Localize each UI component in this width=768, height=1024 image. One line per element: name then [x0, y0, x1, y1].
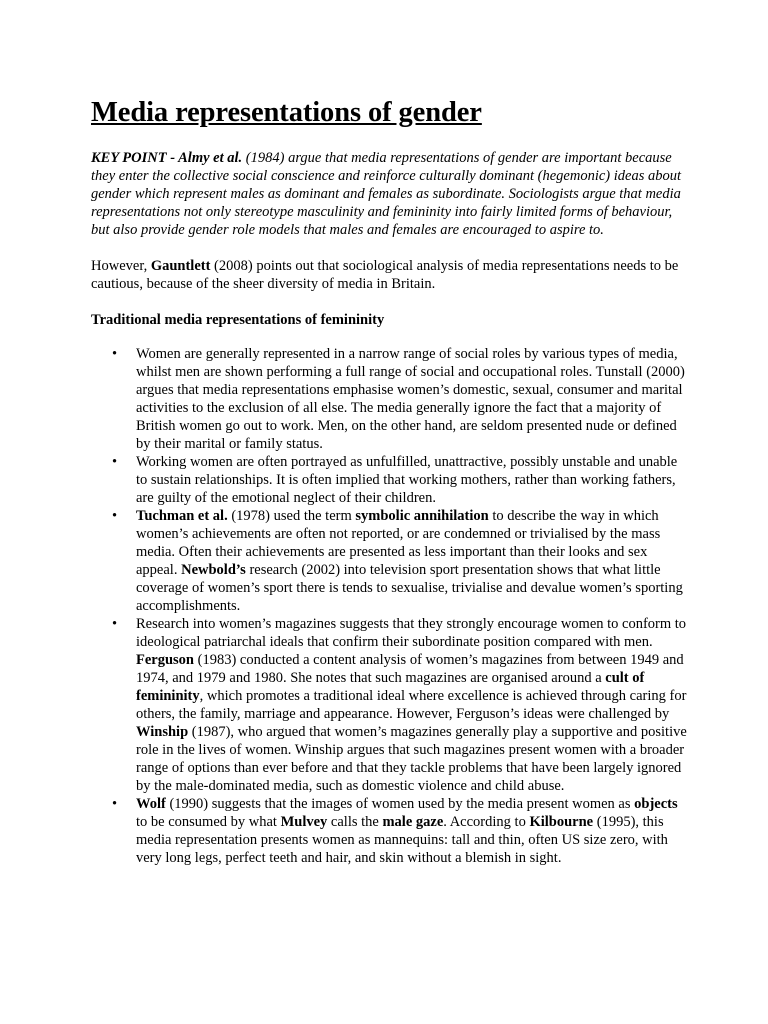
- list-item: [91, 795, 691, 867]
- document-body: [91, 96, 691, 867]
- femininity-bullet-list: [91, 345, 691, 867]
- key-point-label: KEY POINT - Almy et al.: [91, 150, 243, 166]
- bold-term: symbolic annihilation: [355, 508, 489, 524]
- bullet-text: to be consumed by what: [136, 814, 281, 830]
- bold-term: Tuchman et al.: [136, 508, 228, 524]
- bold-term: male gaze: [382, 814, 444, 830]
- bullet-icon: •: [112, 616, 118, 632]
- list-item: [91, 345, 691, 453]
- bold-term: Winship: [136, 724, 189, 740]
- bullet-text: (1978) used the term: [227, 508, 356, 524]
- section-heading: Traditional media representations of femininity: [91, 312, 385, 328]
- bold-term: Kilbourne: [529, 814, 594, 830]
- bold-term: objects: [634, 796, 678, 812]
- bullet-text: (1987), who argued that women’s magazines generally play a supportive and positive role in the lives of women. Winship argues that such magazines present women with a broader range of options than ever before and that they tackle problems that have been largely ignored by the male-dominated media, such as domestic violence and child abuse.: [136, 724, 687, 794]
- gauntlett-paragraph: [91, 257, 691, 293]
- bullet-icon: •: [112, 454, 118, 470]
- list-item: [91, 507, 691, 615]
- bullet-text: Women are generally represented in a narrow range of social roles by various types of media, whilst men are shown performing a full range of social and occupational roles. Tunstall (2000) argues that media representations emphasise women’s domestic, sexual, consumer and marital activities to the exclusion of all else. The media generally ignore the fact that a majority of British women go out to work. Men, on the other hand, are seldom presented nude or defined by their marital or family status.: [136, 346, 685, 452]
- gauntlett-name: Gauntlett: [150, 258, 211, 274]
- bullet-icon: •: [112, 796, 118, 812]
- bullet-text: (1983) conducted a content analysis of women’s magazines from between 1949 and 1974, and 1979 and 1980. She notes that such magazines are organised around a: [136, 652, 684, 686]
- bullet-text: Research into women’s magazines suggests that they strongly encourage women to conform to ideological patriarchal ideals that confirm their subordinate position compared with men.: [136, 616, 687, 650]
- bold-term: cult of femininity: [136, 670, 645, 704]
- list-item: [91, 615, 691, 795]
- bullet-text: to describe the way in which women’s achievements are often not reported, or are condemned or trivialised by the mass media. Often their achievements are presented as less important than their looks and sex appeal.: [136, 508, 661, 578]
- however-prefix: However,: [91, 258, 151, 274]
- bullet-text: , which promotes a traditional ideal where excellence is achieved through caring for others, the family, marriage and appearance. However, Ferguson’s ideas were challenged by: [136, 688, 687, 722]
- bullet-text: (1990) suggests that the images of women used by the media present women as: [165, 796, 635, 812]
- bold-term: Newbold’s: [181, 562, 246, 578]
- bullet-text: research (2002) into television sport presentation shows that what little coverage of women’s sport there is tends to sexualise, trivialise and devalue women’s sporting accomplishments.: [136, 562, 683, 614]
- list-item: [91, 453, 691, 507]
- bullet-text: . According to: [443, 814, 530, 830]
- page-title: Media representations of gender: [91, 97, 482, 128]
- bold-term: Wolf: [136, 796, 166, 812]
- bullet-text: Working women are often portrayed as unfulfilled, unattractive, possibly unstable and unable to sustain relationships. It is often implied that working mothers, rather than working fathers, are guilty of the emotional neglect of their children.: [136, 454, 678, 506]
- bold-term: Mulvey: [280, 814, 328, 830]
- bullet-text: calls the: [327, 814, 383, 830]
- gauntlett-text: (2008) points out that sociological analysis of media representations needs to be cautious, because of the sheer diversity of media in Britain.: [91, 258, 679, 292]
- bold-term: Ferguson: [136, 652, 194, 668]
- bullet-icon: •: [112, 508, 118, 524]
- bullet-icon: •: [112, 346, 118, 362]
- bullet-text: (1995), this media representation presents women as mannequins: tall and thin, often US size zero, with very long legs, perfect teeth and hair, and skin without a blemish in sight.: [136, 814, 668, 866]
- key-point-text: (1984) argue that media representations of gender are important because they enter the collective social conscience and reinforce culturally dominant (hegemonic) ideas about gender which represent males as dominant and females as subordinate. Sociologists argue that media representations not only stereotype masculinity and femininity into fairly limited forms of behaviour, but also provide gender role models that males and females are encouraged to aspire to.: [91, 150, 682, 238]
- key-point-paragraph: [91, 149, 691, 239]
